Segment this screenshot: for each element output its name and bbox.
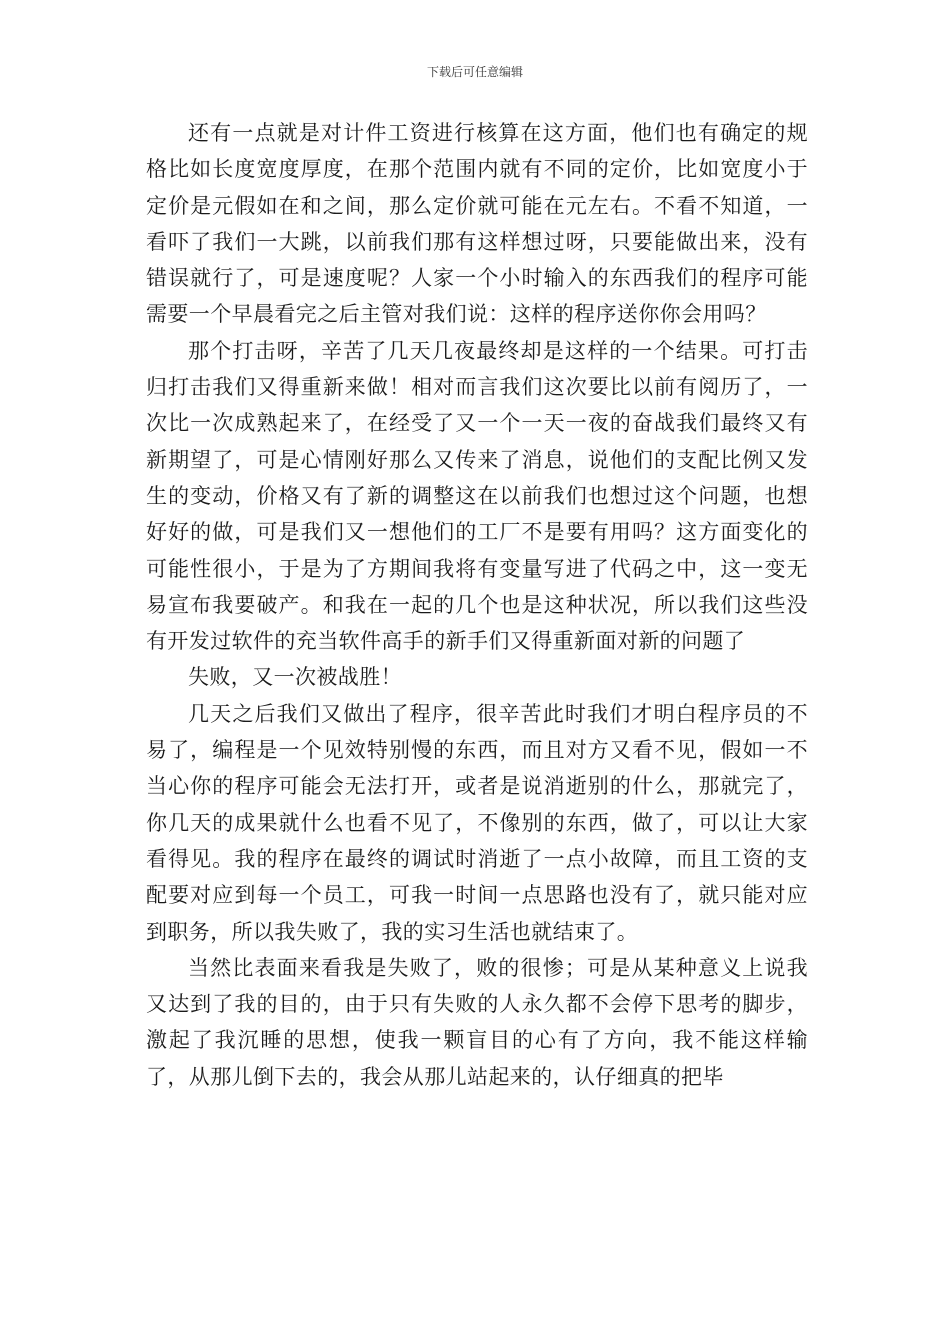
paragraph: 还有一点就是对计件工资进行核算在这方面，他们也有确定的规格比如长度宽度厚度，在那个范围内就有不同的定价，比如宽度小于定价是元假如在和之间，那么定价就可能在元左右。不看不知道，一看吓了我们一大跳，以前我们那有这样想过呀，只要能做出来，没有错误就行了，可是速度呢？人家一个小时输入的东西我们的程序可能需要一个早晨看完之后主管对我们说：这样的程序送你你会用吗？ [146,121,808,327]
document-body [146,115,808,1095]
paragraph: 失败，又一次被战胜！ [188,665,402,690]
paragraph: 当然比表面来看我是失败了，败的很惨；可是从某种意义上说我又达到了我的目的，由于只有失败的人永久都不会停下思考的脚步，激起了我沉睡的思想，使我一颗盲目的心有了方向，我不能这样输了，从那儿倒下去的，我会从那儿站起来的，认仔细真的把毕 [146,955,808,1089]
paragraph: 几天之后我们又做出了程序，很辛苦此时我们才明白程序员的不易了，编程是一个见效特别慢的东西，而且对方又看不见，假如一不当心你的程序可能会无法打开，或者是说消逝别的什么，那就完了，你几天的成果就什么也看不见了，不像别的东西，做了，可以让大家看得见。我的程序在最终的调试时消逝了一点小故障，而且工资的支配要对应到每一个员工，可我一时间一点思路也没有了，就只能对应到职务，所以我失败了，我的实习生活也就结束了。 [146,701,808,944]
paragraph: 那个打击呀，辛苦了几天几夜最终却是这样的一个结果。可打击归打击我们又得重新来做！相对而言我们这次要比以前有阅历了，一次比一次成熟起来了，在经受了又一个一天一夜的奋战我们最终又有新期望了，可是心情刚好那么又传来了消息，说他们的支配比例又发生的变动，价格又有了新的调整这在以前我们也想过这个问题，也想好好的做，可是我们又一想他们的工厂不是要有用吗？这方面变化的可能性很小，于是为了方期间我将有变量写进了代码之中，这一变无易宣布我要破产。和我在一起的几个也是这种状况，所以我们这些没有开发过软件的充当软件高手的新手们又得重新面对新的问题了 [146,338,808,654]
page-header: 下载后可任意编辑 [426,65,523,79]
